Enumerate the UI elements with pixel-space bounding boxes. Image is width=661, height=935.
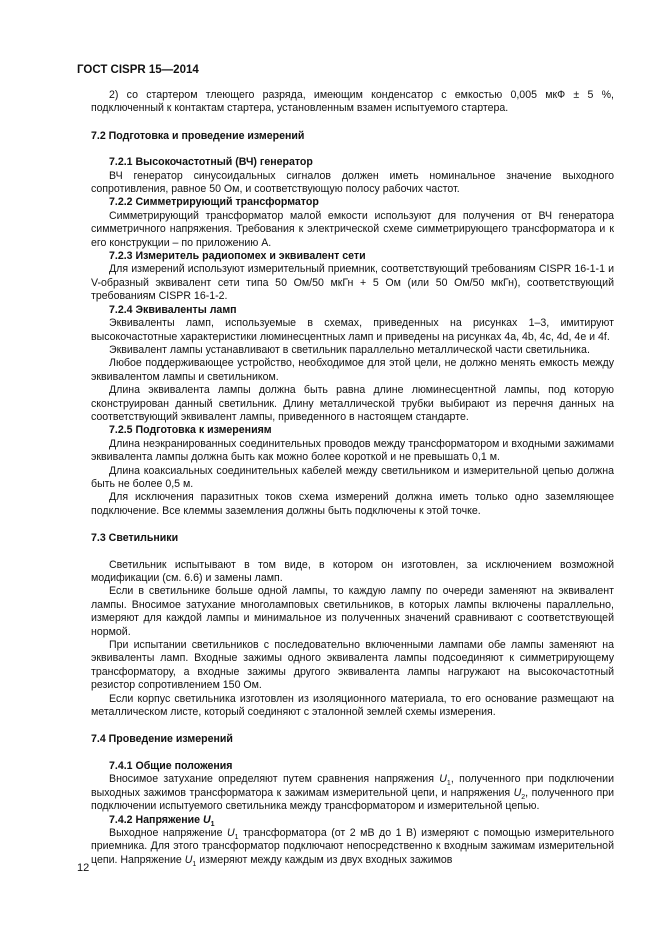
paragraph: Длина неэкранированных соединительных проводов между трансформатором и входными зажимами эквивалента лампы должна быть как можно более короткой и не превышать 0,1 м. (91, 437, 614, 464)
paragraph: Если корпус светильника изготовлен из изоляционного материала, то его основание размещают на металлическом листе, который соединяют с эталонной землей схемы измерения. (91, 692, 614, 719)
section-heading: 7.2 Подготовка и проведение измерений (91, 129, 305, 142)
paragraph: Вносимое затухание определяют путем сравнения напряжения $U_1$, полученного при подключении выходных зажимов трансформатора к зажимам измерительной цепи, и напряжения $U_2$, полученного при подключении испытуемого светильника между трансформатором и измерительной цепью. (91, 773, 615, 813)
subsection-heading: 7.2.4 Эквиваленты ламп (109, 303, 237, 316)
subsection-heading: 7.2.2 Симметрирующий трансформатор (109, 196, 319, 209)
subsection-heading: 7.4.1 Общие положения (109, 759, 233, 772)
paragraph: Любое поддерживающее устройство, необходимое для этой цели, не должно менять емкость между эквивалентом лампы и светильником. (91, 357, 614, 383)
section-heading: 7.3 Светильники (91, 532, 179, 545)
subsection-heading: 7.2.5 Подготовка к измерениям (109, 424, 272, 437)
paragraph: Эквивалент лампы устанавливают в светильник параллельно металлической части светильника. (109, 343, 590, 356)
paragraph: 2) со стартером тлеющего разряда, имеющим конденсатор с емкостью 0,005 мкФ ± 5 %, подключенный к контактам стартера, установленным взамен испытуемого стартера. (91, 89, 614, 115)
subsection-heading: 7.2.1 Высокочастотный (ВЧ) генератор (109, 156, 313, 169)
paragraph: Эквиваленты ламп, используемые в схемах, приведенных на рисунках 1–3, имитируют высокочастотные характеристики люминесцентных ламп и приведены на рисунках 4a, 4b, 4c, 4d, 4e и 4f. (91, 317, 614, 343)
paragraph: Для измерений используют измерительный приемник, соответствующий требованиям CISPR 16-1-1 и V-образный эквивалент сети типа 50 Ом/50 мкГн + 5 Ом (или 50 Ом/50 мкГн), соответствующий требованиям CISPR 16-1-2. (91, 263, 614, 303)
paragraph: Для исключения паразитных токов схема измерений должна иметь только одно заземляющее подключение. Все клеммы заземления должны быть подключены к этой точке. (91, 491, 614, 517)
paragraph: Выходное напряжение $U_1$ трансформатора (от 2 мВ до 1 В) измеряют с помощью измерительного приемника. Для этого трансформатор подключают непосредственно к входным зажимам измерительной цепи. Напряжение $U_1$ измеряют между каждым из двух входных зажимов (91, 826, 614, 868)
paragraph: Длина эквивалента лампы должна быть равна длине люминесцентной лампы, под которую сконструирован данный светильник. Длину металлической трубки выбирают из перечня данных на соответствующий эквивалент лампы, приведенного в настоящем стандарте. (91, 384, 614, 423)
paragraph: При испытании светильников с последовательно включенными лампами обе лампы заменяют на эквиваленты ламп. Входные зажимы одного эквивалента лампы подсоединяют к симметрирующему трансформатору, а входные зажимы другого эквивалента лампы нагружают на высокочастотный резистор сопротивлением 150 Ом. (91, 639, 614, 692)
paragraph: Симметрирующий трансформатор малой емкости используют для получения от ВЧ генератора симметричного напряжения. Требования к электрической схеме симметрирующего трансформатора и к его конструкции – по приложению А. (91, 209, 614, 249)
paragraph: Светильник испытывают в том виде, в котором он изготовлен, за исключением возможной модификации (см. 6.6) и замены ламп. (91, 558, 614, 584)
paragraph: Если в светильнике больше одной лампы, то каждую лампу по очереди заменяют на эквивалент лампы. Вносимое затухание многоламповых светильников, в которых лампы включены параллельно, измеряют для каждой лампы и минимальное из полученных значений сравнивают с соответствующей нормой. (91, 585, 614, 638)
document-body (91, 89, 614, 867)
subsection-heading: 7.4.2 Напряжение $U_1$ (109, 813, 215, 828)
paragraph: ВЧ генератор синусоидальных сигналов должен иметь номинальное значение выходного сопротивления, равное 50 Ом, и соответствующую полосу рабочих частот. (91, 169, 614, 196)
subsection-heading: 7.2.3 Измеритель радиопомех и эквивалент сети (109, 250, 366, 263)
section-heading: 7.4 Проведение измерений (91, 733, 233, 746)
paragraph: Длина коаксиальных соединительных кабелей между светильником и измерительной цепью должна быть не более 0,5 м. (91, 464, 614, 490)
page-number: 12 (77, 862, 90, 874)
document-header: ГОСТ CISPR 15—2014 (77, 64, 199, 76)
